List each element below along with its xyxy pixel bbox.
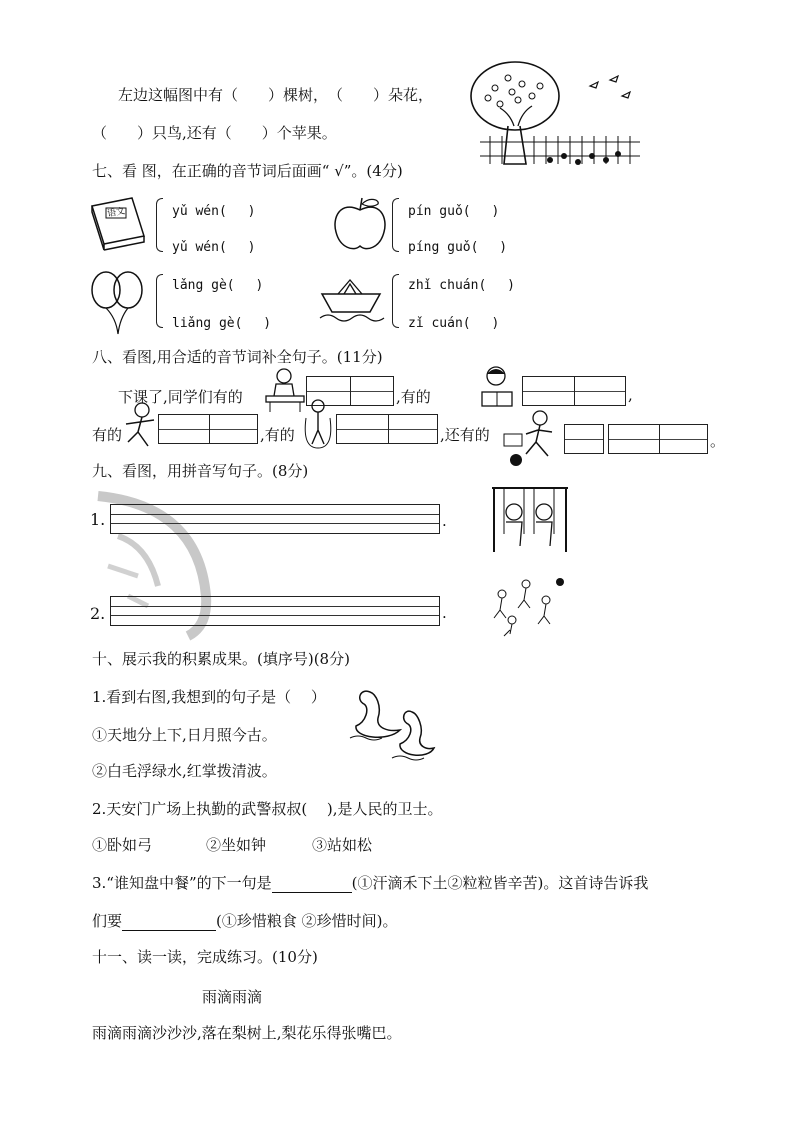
swing-kids-picture [488,484,572,554]
answer-box-4[interactable] [336,414,438,444]
answer-box-5b[interactable] [608,424,708,454]
q10-q2: 2.天安门广场上执勤的武警叔叔( ),是人民的卫士。 [92,800,443,818]
q10-q1: 1.看到右图,我想到的句子是（ ） [92,688,326,706]
q9-title: 九、看图，用拼音写句子。(8分) [92,462,309,480]
q10-q3-d: (①珍惜粮食 ②珍惜时间)。 [216,912,398,930]
q8-text-e: ,还有的 [440,426,490,444]
opt-yuwen-1[interactable]: yǔ wén( ) [172,204,256,219]
opt-zhichuan-1[interactable]: zhǐ chuán( ) [408,278,515,293]
q10-q1-opt2: ②白毛浮绿水,红掌拨清波。 [92,762,277,780]
q10-q3-line2 [92,910,398,931]
q6-line2: （ ）只鸟,还有（ ）个苹果。 [92,124,337,142]
book-label: 语文 [106,206,127,220]
pinyin-writing-line-1[interactable] [110,504,440,534]
q6-line1: 左边这幅图中有（ ）棵树， （ ）朵花， [118,86,434,104]
opt-liangge-1[interactable]: lǎng gè( ) [172,278,264,293]
q8-text-f: 。 [710,432,726,450]
opt-yuwen-2[interactable]: yǔ wén( ) [172,240,256,255]
brace-1 [156,198,163,252]
answer-box-3[interactable] [158,414,258,444]
q10-q2-opt3: ③站如松 [312,836,373,854]
q10-q3-blank-1[interactable] [272,874,352,893]
q8-text-b: ,有的 [396,388,431,406]
q8-comma: , [628,386,633,404]
q10-q3-b: (①汗滴禾下土②粒粒皆辛苦)。这首诗告诉我 [351,874,649,892]
q9-end-2: . [442,604,447,622]
paper-boat-picture [318,278,384,326]
brace-4 [392,274,399,328]
q10-q2-opt1: ①卧如弓 [92,836,153,854]
running-kid-picture [120,402,160,450]
answer-box-5a[interactable] [564,424,604,454]
swans-picture [348,682,434,764]
q11-title: 十一、读一读，完成练习。(10分) [92,948,318,966]
q10-q3-blank-2[interactable] [122,912,216,931]
q8-text-c: 有的 [92,426,123,444]
balloons-picture [90,270,146,336]
q10-q3-c: 们要 [92,912,123,930]
opt-pingguo-1[interactable]: pín guǒ( ) [408,204,500,219]
pinyin-writing-line-2[interactable] [110,596,440,626]
apple-picture [330,196,390,254]
q10-q3-line1 [92,872,648,893]
q10-q3-a: 3.“谁知盘中餐”的下一句是 [92,874,272,892]
girl-reading-picture [476,364,518,412]
brace-2 [392,198,399,252]
q8-title: 八、看图,用合适的音节词补全句子。(11分) [92,348,383,366]
poem-line-1: 雨滴雨滴沙沙沙,落在梨树上,梨花乐得张嘴巴。 [92,1024,402,1042]
poem-title: 雨滴雨滴 [202,988,263,1006]
q9-number-2: 2. [90,604,106,623]
tree-picture [460,56,640,182]
opt-liangge-2[interactable]: liǎng gè( ) [172,316,272,331]
q8-text-a: 下课了,同学们有的 [118,388,243,406]
q8-text-d: ,有的 [260,426,295,444]
q10-q1-opt1: ①天地分上下,日月照今古。 [92,726,277,744]
kids-playing-picture [482,574,568,638]
opt-pingguo-2[interactable]: píng guǒ( ) [408,240,508,255]
q9-number-1: 1. [90,510,106,529]
q10-title: 十、展示我的积累成果。(填序号)(8分) [92,650,350,668]
soccer-kid-picture [504,408,560,468]
jump-rope-kid-picture [300,398,336,450]
opt-zhichuan-2[interactable]: zǐ cuán( ) [408,316,500,331]
q10-q2-opt2: ②坐如钟 [206,836,267,854]
answer-box-2[interactable] [522,376,626,406]
q7-title: 七、看 图，在正确的音节词后面画“ √”。(4分) [92,162,403,180]
q9-end-1: . [442,512,447,530]
brace-3 [156,274,163,328]
